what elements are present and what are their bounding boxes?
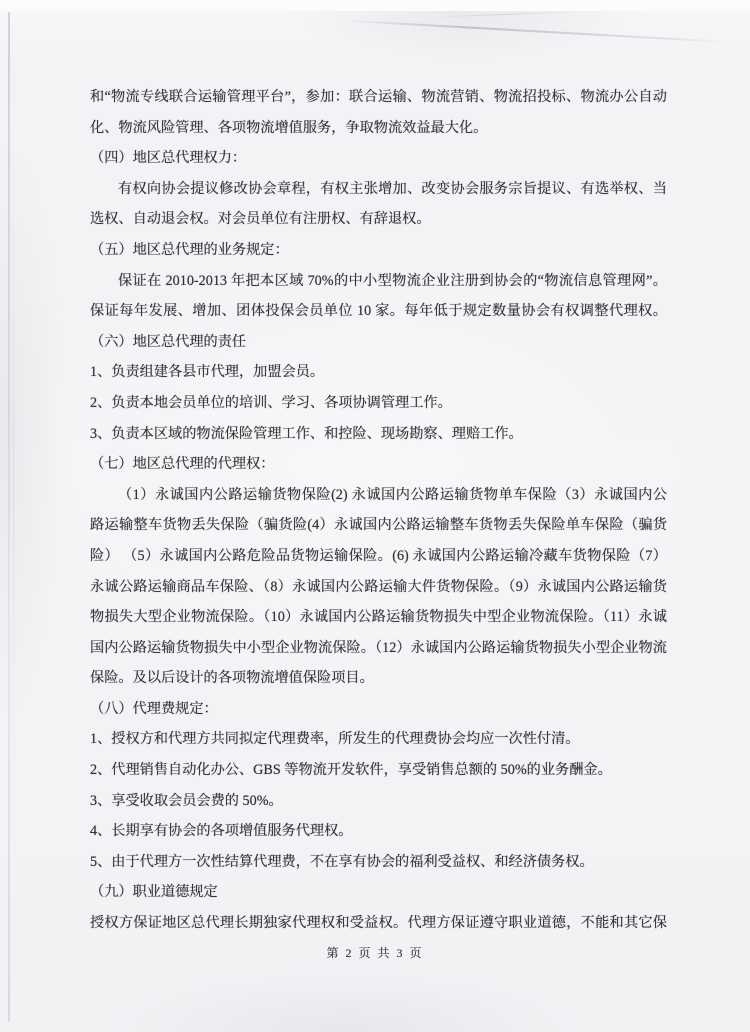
text-line: 保证每年发展、增加、团体投保会员单位 10 家。每年低于规定数量协会有权调整代理权。 [90,303,667,320]
text-line: 险） （5）永诚国内公路危险品货物运输保险。(6) 永诚国内公路运输冷藏车货物保险（7） [90,547,667,564]
text-line: 保证在 2010-2013 年把本区域 70%的中小型物流企业注册到协会的“物流信息管理网”。 [118,272,667,289]
text-line: 有权向协会提议修改协会章程，有权主张增加、改变协会服务宗旨提议、有选举权、当 [118,180,667,197]
paper-left-edge-line [13,60,14,912]
section-heading: （八）代理费规定： [90,700,218,717]
paper-crease-mark-small [430,11,580,17]
section-heading: （六）地区总代理的责任 [90,333,247,350]
section-heading: （五）地区总代理的业务规定： [90,241,289,258]
text-line: 授权方保证地区总代理长期独家代理权和受益权。代理方保证遵守职业道德，不能和其它保 [90,915,667,932]
text-line: 物损失大型企业物流保险。（10）永诚国内公路运输货物损失中型企业物流保险。（11）永诚 [90,609,667,626]
text-line: 国内公路运输货物损失中小型企业物流保险。（12）永诚国内公路运输货物损失小型企业物流 [90,639,667,656]
paper-crease-mark [352,20,722,42]
list-item: 2、代理销售自动化办公、GBS 等物流开发软件，享受销售总额的 50%的业务酬金。 [90,762,612,779]
text-line: 和“物流专线联合运输管理平台”，参加：联合运输、物流营销、物流招投标、物流办公自动 [90,89,667,105]
text-line: 选权、自动退会权。对会员单位有注册权、有辞退权。 [90,211,431,228]
text-line: （1）永诚国内公路运输货物保险(2) 永诚国内公路运输货物单车保险（3）永诚国内公 [118,486,667,503]
list-item: 3、享受收取会员会费的 50%。 [90,792,283,809]
text-line: 路运输整车货物丢失保险（骗货险(4）永诚国内公路运输整车货物丢失保险单车保险（骗货 [90,517,667,534]
text-line: 保险。及以后设计的各项物流增值保险项目。 [90,670,374,687]
list-item: 3、负责本区域的物流保险管理工作、和控险、现场勘察、理赔工作。 [90,425,523,442]
paper-left-edge-shadow [8,12,10,1022]
list-item: 5、由于代理方一次性结算代理费，不在享有协会的福利受益权、和经济债务权。 [90,853,594,870]
list-item: 1、负责组建各县市代理，加盟会员。 [90,364,325,381]
text-line: 化、物流风险管理、各项物流增值服务，争取物流效益最大化。 [90,119,488,136]
section-heading: （四）地区总代理权力： [90,150,247,167]
page-number-footer: 第 2 页 共 3 页 [326,946,424,960]
text-line: 永诚公路运输商品车保险、（8）永诚国内公路运输大件货物保险。（9）永诚国内公路运输货 [90,578,667,595]
scan-top-edge [0,0,750,11]
section-heading: （七）地区总代理的代理权： [90,456,275,473]
list-item: 4、长期享有协会的各项增值服务代理权。 [90,823,353,840]
document-body [90,82,667,939]
section-heading: （九）职业道德规定 [90,884,218,901]
list-item: 1、授权方和代理方共同拟定代理费率，所发生的代理费协会均应一次性付清。 [90,731,580,748]
list-item: 2、负责本地会员单位的培训、学习、各项协调管理工作。 [90,394,452,411]
